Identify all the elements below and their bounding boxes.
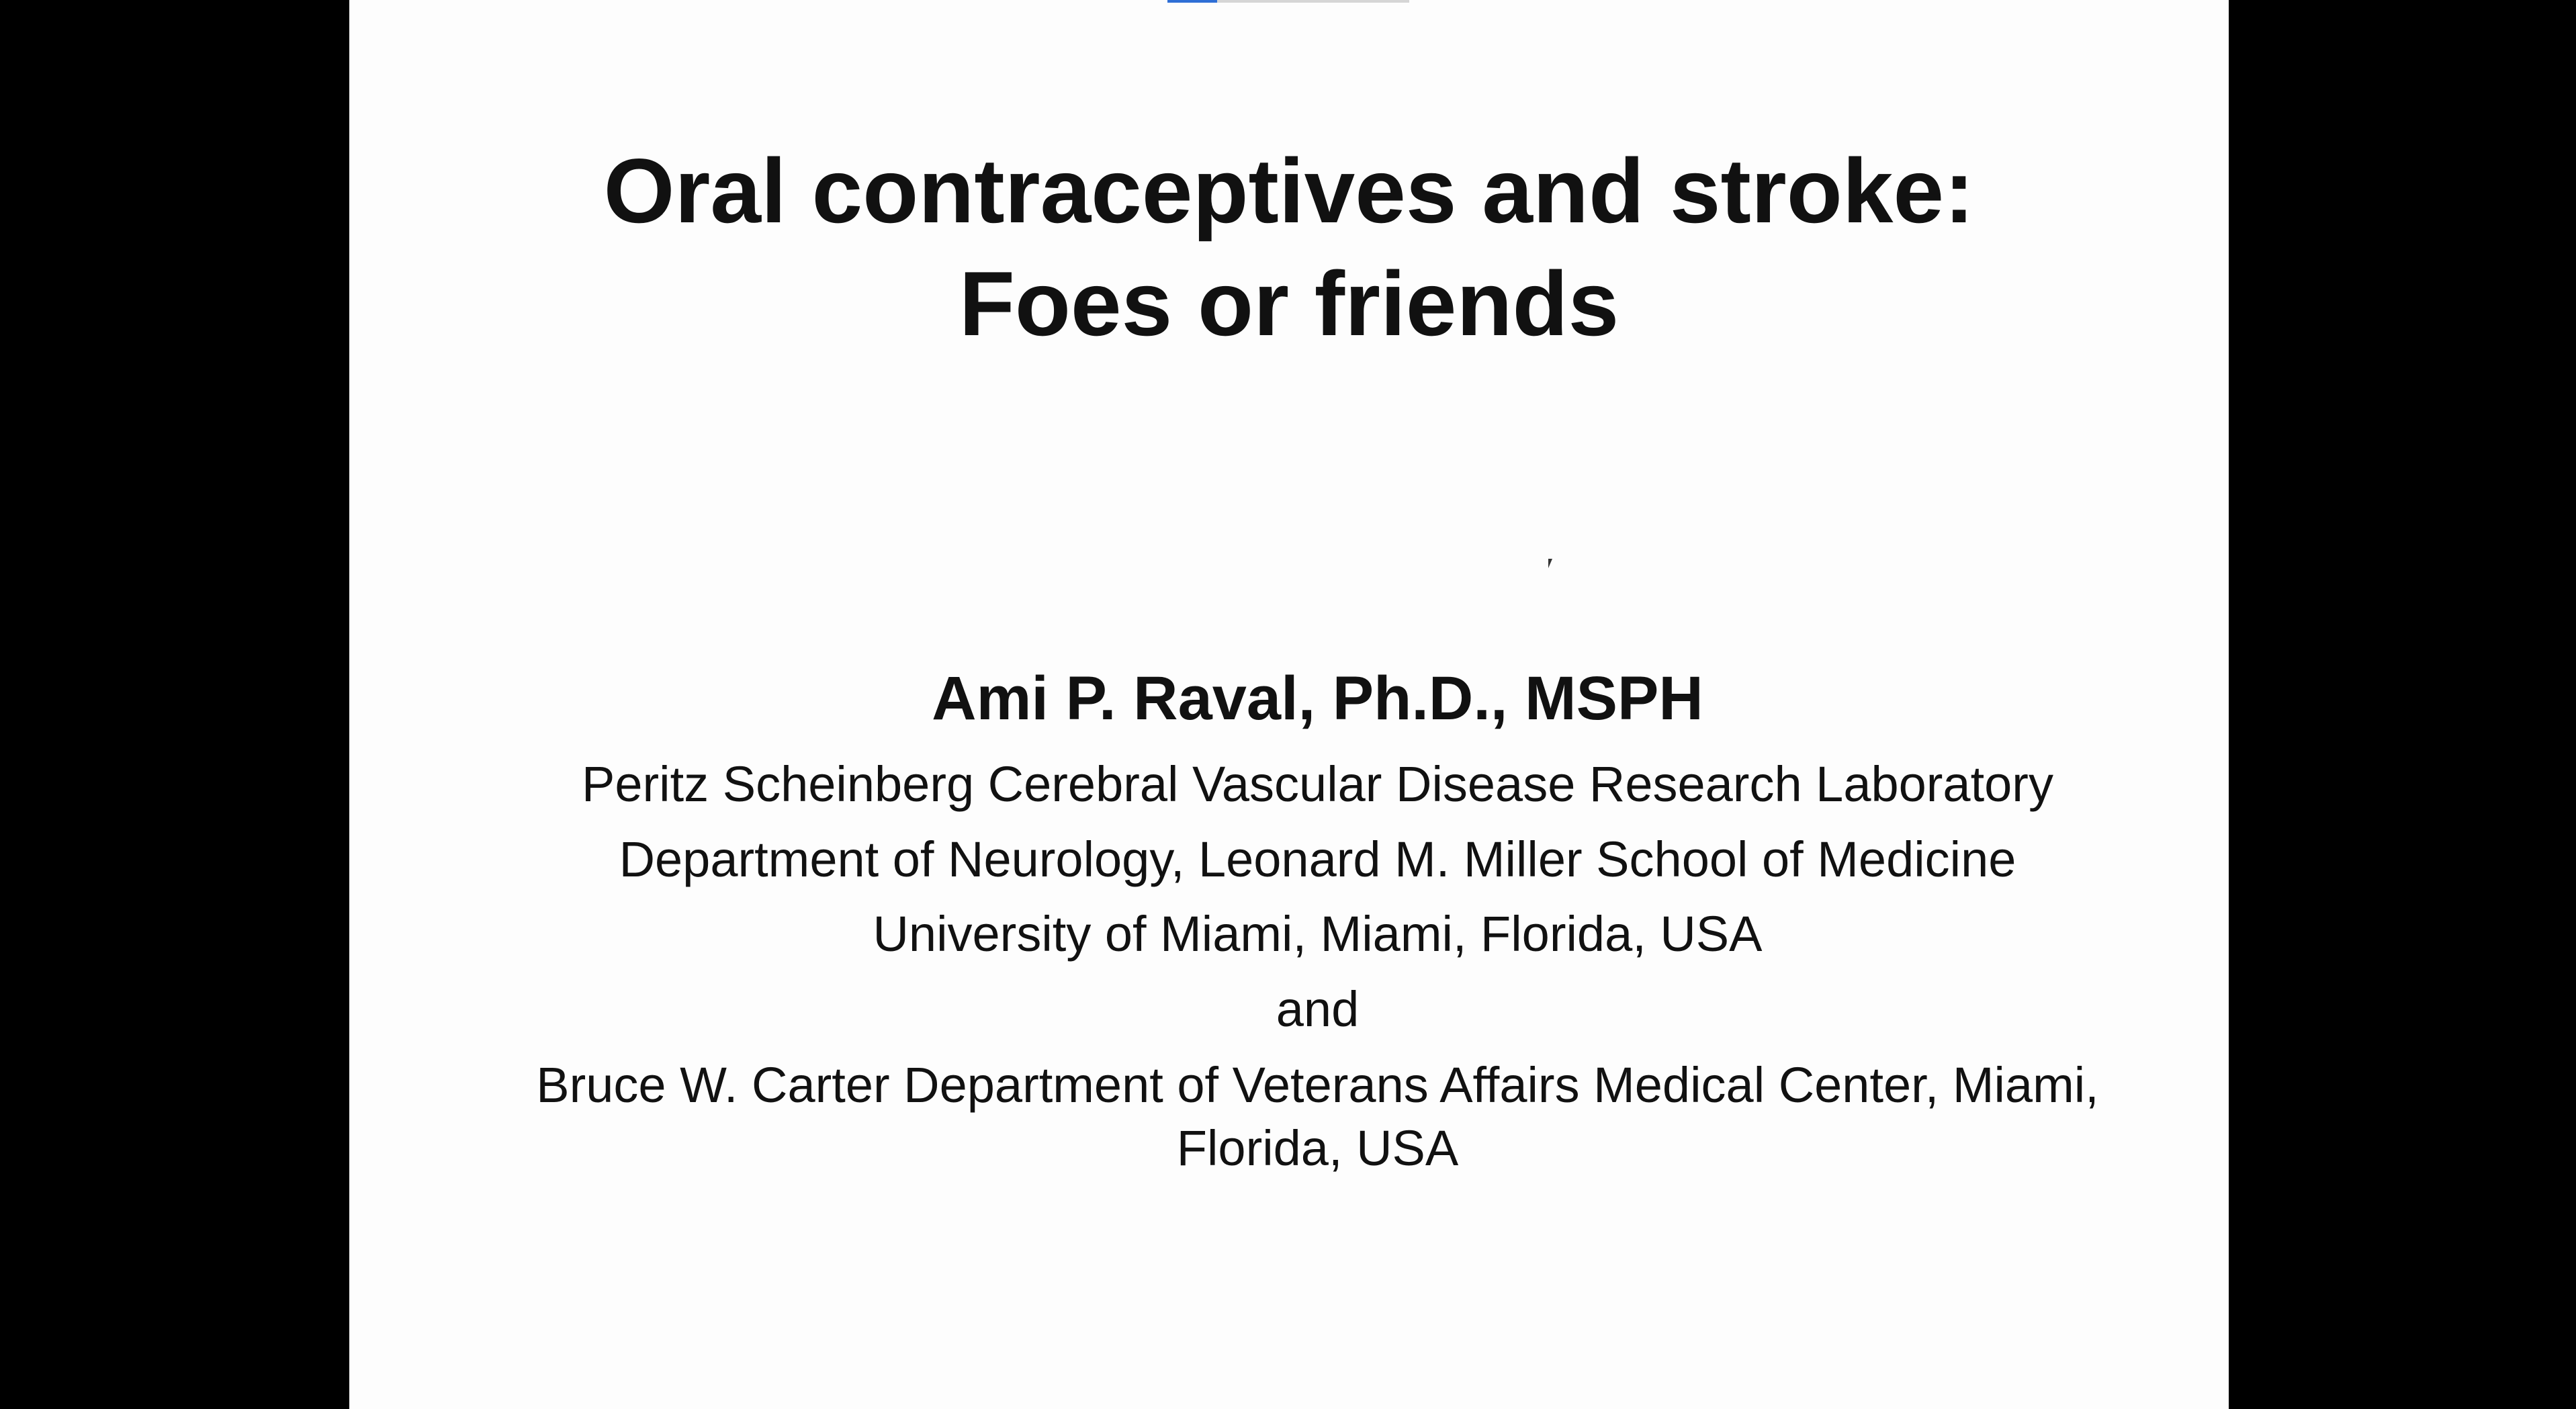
affiliation-connector: and <box>1276 981 1360 1037</box>
affiliation-va-center: Bruce W. Carter Department of Veterans Affairs Medical Center, Miami, <box>536 1057 2099 1113</box>
slide-progress-fill <box>1167 0 1217 3</box>
affiliation-university: University of Miami, Miami, Florida, USA <box>873 906 1763 962</box>
affiliation-va-location: Florida, USA <box>1176 1120 1459 1176</box>
letterbox-left <box>0 0 349 1409</box>
slide-progress-indicator <box>1167 0 1409 3</box>
affiliation-department: Department of Neurology, Leonard M. Miller School of Medicine <box>619 831 2016 887</box>
slide-title-line-1: Oral contraceptives and stroke: <box>603 140 1975 242</box>
author-name: Ami P. Raval, Ph.D., MSPH <box>932 664 1703 733</box>
slide-title <box>349 134 2229 360</box>
mouse-pointer-icon <box>1548 559 1552 568</box>
slide-title-line-2: Foes or friends <box>959 253 1619 355</box>
affiliation-lab: Peritz Scheinberg Cerebral Vascular Disease Research Laboratory <box>582 756 2053 812</box>
